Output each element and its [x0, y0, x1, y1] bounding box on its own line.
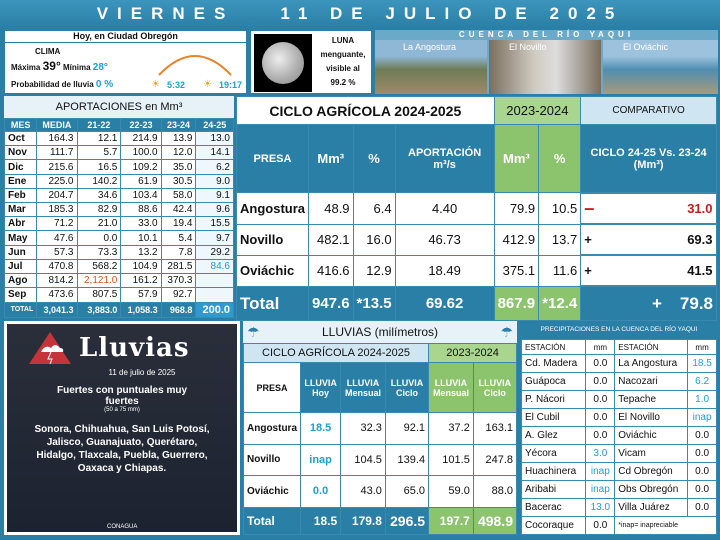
ll-header-cell: LLUVIA Mensual	[341, 362, 386, 412]
station-name: Tepache	[615, 391, 688, 409]
ll-total-cell: 18.5	[301, 507, 341, 534]
value-cell: 47.6	[37, 231, 77, 245]
ap-header-cell: 22-23	[121, 119, 161, 132]
sunset-icon: ☀	[203, 79, 212, 90]
value-cell: 214.9	[121, 132, 161, 146]
value-cell: 16.5	[77, 160, 121, 174]
h-mm3: Mm³	[309, 125, 354, 193]
rain-row	[11, 79, 113, 90]
station-name: Nacozari	[615, 373, 688, 391]
table-row	[522, 391, 717, 409]
table-row	[244, 413, 517, 444]
table-row	[5, 132, 234, 146]
table-row	[522, 373, 717, 391]
precip-value: 0.0	[586, 409, 615, 427]
weather-title: Hoy, en Ciudad Obregón	[5, 31, 246, 43]
ciclo-title: CICLO AGRÍCOLA 2024-2025	[237, 97, 495, 125]
lluvias-title: LLUVIAS (milímetros)	[321, 325, 439, 339]
moon-line1: LUNA	[331, 36, 355, 45]
aportaciones-total-row	[5, 302, 234, 317]
station-name: Bacerac	[522, 499, 586, 517]
value-cell: 84.6	[196, 259, 234, 273]
station-name: A. Glez	[522, 427, 586, 445]
table-row	[522, 445, 717, 463]
table-row	[5, 231, 234, 245]
rain-cell: 43.0	[341, 476, 386, 508]
moon-text	[315, 34, 371, 90]
ciclo-header-row	[237, 125, 717, 193]
month-cell: May	[5, 231, 37, 245]
ap-total-cell: 1,058.3	[121, 302, 161, 317]
value-cell: 19.4	[161, 217, 196, 231]
month-cell: Nov	[5, 146, 37, 160]
aportaciones-table	[4, 118, 234, 318]
precip-title: PRECIPITACIONES EN LA CUENCA DEL RÍO YAQUI	[521, 321, 717, 339]
ll-total-cell: 498.9	[473, 507, 516, 534]
moon-icon	[262, 42, 304, 84]
rain-cloud-icon-right: ☂	[500, 323, 513, 340]
value-cell: 103.4	[121, 188, 161, 202]
station-name: El Novillo	[615, 409, 688, 427]
mm3-cell: 482.1	[309, 224, 354, 255]
ll-header-cell: LLUVIA Mensual	[429, 362, 474, 412]
ap-total-cell: 3,041.3	[37, 302, 77, 317]
dam2-label: El Novillo	[509, 42, 547, 52]
value-cell: 807.5	[77, 288, 121, 302]
presa-name: Novillo	[237, 224, 309, 255]
ll-total-cell: Total	[244, 507, 301, 534]
value-cell: 9.0	[196, 174, 234, 188]
table-row	[244, 476, 517, 508]
station-name: Cd. Madera	[522, 355, 586, 373]
station-name: La Angostura	[615, 355, 688, 373]
dam3-label: El Oviáchic	[623, 42, 669, 52]
presa-name: Novillo	[244, 444, 301, 475]
ap-header-cell: MES	[5, 119, 37, 132]
value-cell: 140.2	[77, 174, 121, 188]
value-cell: 73.3	[77, 245, 121, 259]
total-label: Total	[237, 287, 309, 321]
table-row	[5, 217, 234, 231]
value-cell: 185.3	[37, 203, 77, 217]
table-row	[5, 146, 234, 160]
pctb-cell: 10.5	[539, 193, 581, 225]
pr-header-cell: ESTACIÓN	[615, 340, 688, 355]
value-cell: 568.2	[77, 259, 121, 273]
value-cell: 109.2	[121, 160, 161, 174]
precip-value: 0.0	[586, 427, 615, 445]
rain-cloud-icon-left: ☂	[247, 323, 260, 340]
value-cell: 30.5	[161, 174, 196, 188]
moon-panel	[250, 30, 372, 94]
station-name: Cd Obregón	[615, 463, 688, 481]
value-cell: 814.2	[37, 274, 77, 288]
conagua-logo: CONAGUA	[107, 524, 138, 530]
rain-cell: 247.8	[473, 444, 516, 475]
precip-value: inap	[586, 463, 615, 481]
moon-line2: menguante,	[320, 50, 366, 59]
month-cell: Ene	[5, 174, 37, 188]
precip-value: 3.0	[586, 445, 615, 463]
station-name: Huachinera	[522, 463, 586, 481]
rain-cell: 101.5	[429, 444, 474, 475]
value-cell: 104.9	[121, 259, 161, 273]
station-name: El Cubil	[522, 409, 586, 427]
comp-cell	[581, 193, 716, 224]
value-cell: 111.7	[37, 146, 77, 160]
precip-value: 13.0	[586, 499, 615, 517]
station-name: Obs Obregón	[615, 481, 688, 499]
moon-image	[254, 34, 312, 92]
presa-name: Angostura	[237, 193, 309, 225]
precip-value: 0.0	[688, 445, 717, 463]
station-name: Cocoraque	[522, 517, 586, 535]
value-cell: 6.2	[196, 160, 234, 174]
total-pctb: *12.4	[539, 287, 581, 321]
precip-value: inap	[688, 409, 717, 427]
presa-name: Angostura	[244, 413, 301, 444]
table-row	[522, 463, 717, 481]
value-cell: 9.6	[196, 203, 234, 217]
value-cell: 10.1	[121, 231, 161, 245]
value-cell: 33.0	[121, 217, 161, 231]
rain-cell: 0.0	[301, 476, 341, 508]
table-row	[5, 245, 234, 259]
value-cell: 473.6	[37, 288, 77, 302]
lluvias-card-title: Lluvias	[79, 333, 190, 363]
moon-line3: visible al	[326, 64, 360, 73]
value-cell: 71.2	[37, 217, 77, 231]
comp-sign: +	[584, 263, 592, 278]
rain-cell: 139.4	[385, 444, 428, 475]
precip-value: 0.0	[688, 499, 717, 517]
value-cell: 57.9	[121, 288, 161, 302]
rain-cell: 92.1	[385, 413, 428, 444]
precip-value: 0.0	[688, 481, 717, 499]
total-diff: 79.8	[679, 293, 713, 313]
ap-header-cell: 24-25	[196, 119, 234, 132]
table-row	[5, 174, 234, 188]
lluvias-header-row	[244, 362, 517, 412]
ap-total-cell: TOTAL	[5, 302, 37, 317]
table-row	[5, 188, 234, 202]
rain-cell: 65.0	[385, 476, 428, 508]
cuenca-title: CUENCA DEL RÍO YAQUI	[458, 30, 635, 39]
rain-cell: inap	[301, 444, 341, 475]
pct-cell: 16.0	[353, 224, 395, 255]
value-cell: 215.6	[37, 160, 77, 174]
table-row	[5, 274, 234, 288]
table-row	[5, 288, 234, 302]
h-mm3b: Mm³	[494, 125, 539, 193]
h-pctb: %	[539, 125, 581, 193]
station-name: P. Nácori	[522, 391, 586, 409]
value-cell: 12.0	[161, 146, 196, 160]
rain-cell: 104.5	[341, 444, 386, 475]
value-cell: 204.7	[37, 188, 77, 202]
month-cell: Oct	[5, 132, 37, 146]
value-cell: 12.1	[77, 132, 121, 146]
min-label: Mínima	[62, 63, 91, 72]
table-row	[5, 203, 234, 217]
month-cell: Feb	[5, 188, 37, 202]
value-cell: 58.0	[161, 188, 196, 202]
table-row	[522, 409, 717, 427]
value-cell: 34.6	[77, 188, 121, 202]
month-cell: Sep	[5, 288, 37, 302]
month-cell: Abr	[5, 217, 37, 231]
h-presa: PRESA	[237, 125, 309, 193]
value-cell: 14.1	[196, 146, 234, 160]
value-cell: 21.0	[77, 217, 121, 231]
ap-total-cell: 3,883.0	[77, 302, 121, 317]
cuenca-panel	[375, 30, 718, 94]
ap-total-cell: 968.8	[161, 302, 196, 317]
month-cell: Mar	[5, 203, 37, 217]
value-cell: 100.0	[121, 146, 161, 160]
sunrise-time: 5:32	[167, 80, 186, 90]
ll-total-cell: 197.7	[429, 507, 474, 534]
ll-header-cell: LLUVIA Ciclo	[473, 362, 516, 412]
ap-total-cell: 200.0	[196, 302, 234, 317]
value-cell: 370.3	[161, 274, 196, 288]
ciclo-comp-title: COMPARATIVO	[581, 97, 717, 125]
value-cell: 281.5	[161, 259, 196, 273]
temp-row	[11, 59, 108, 73]
value-cell: 13.2	[121, 245, 161, 259]
precip-value: 1.0	[688, 391, 717, 409]
comp-diff: 31.0	[687, 201, 713, 216]
value-cell: 5.4	[161, 231, 196, 245]
dam-photo-oviachic	[603, 40, 718, 94]
lluvias-card-headline: Fuertes con puntuales muy fuertes	[56, 385, 188, 407]
value-cell: 57.3	[37, 245, 77, 259]
aport-cell: 4.40	[395, 193, 494, 225]
weather-panel	[4, 30, 247, 94]
value-cell: 61.9	[121, 174, 161, 188]
total-mm3: 947.6	[309, 287, 354, 321]
pr-header-cell: mm	[688, 340, 717, 355]
precip-header-row	[522, 340, 717, 355]
ap-header-cell: MEDIA	[37, 119, 77, 132]
station-name: *inap= inapreciable	[615, 517, 717, 535]
lluvias-total-row	[244, 507, 517, 534]
value-cell: 0.0	[77, 231, 121, 245]
rain-label: Probabilidad de lluvia	[11, 80, 94, 89]
max-label: Máxima	[11, 63, 41, 72]
sunset-time: 19:17	[219, 80, 243, 90]
mm3b-cell: 412.9	[494, 224, 539, 255]
storm-warning-icon	[27, 330, 73, 366]
dam1-label: La Angostura	[403, 42, 457, 52]
sun-arc-icon	[153, 45, 237, 77]
value-cell: 5.7	[77, 146, 121, 160]
table-row	[5, 259, 234, 273]
ap-header-cell: 23-24	[161, 119, 196, 132]
value-cell	[196, 288, 234, 302]
value-cell: 82.9	[77, 203, 121, 217]
aport-cell: 46.73	[395, 224, 494, 255]
value-cell: 2,121.0	[77, 274, 121, 288]
dam-photo-angostura	[375, 40, 487, 94]
mm3b-cell: 375.1	[494, 255, 539, 287]
clima-label: CLIMA	[35, 47, 61, 56]
month-cell: Jun	[5, 245, 37, 259]
comp-sign: +	[584, 232, 592, 247]
lluvias-prev: 2023-2024	[429, 344, 517, 363]
total-comp	[581, 287, 717, 321]
table-row	[244, 444, 517, 475]
table-row	[522, 427, 717, 445]
aportaciones-panel	[4, 96, 234, 318]
ll-total-cell: 179.8	[341, 507, 386, 534]
ll-header-cell: LLUVIA Hoy	[301, 362, 341, 412]
rain-cell: 18.5	[301, 413, 341, 444]
precip-value: 0.0	[586, 355, 615, 373]
month-cell: Dic	[5, 160, 37, 174]
ciclo-title-row	[237, 97, 717, 125]
value-cell: 42.4	[161, 203, 196, 217]
precip-value: 6.2	[688, 373, 717, 391]
pctb-cell: 11.6	[539, 255, 581, 287]
pct-cell: 6.4	[353, 193, 395, 225]
ap-header-cell: 21-22	[77, 119, 121, 132]
presa-name: Oviáchic	[244, 476, 301, 508]
ciclo-panel	[236, 96, 717, 318]
ciclo-total-row	[237, 287, 717, 321]
header-weekday: VIERNES	[96, 4, 235, 23]
rain-cell: 163.1	[473, 413, 516, 444]
station-name: Oviáchic	[615, 427, 688, 445]
ciclo-row	[237, 224, 717, 255]
h-aport: APORTACIÓN m³/s	[395, 125, 494, 193]
lluvias-table	[243, 343, 517, 535]
value-cell: 9.1	[196, 188, 234, 202]
rain-cell: 88.0	[473, 476, 516, 508]
value-cell: 35.0	[161, 160, 196, 174]
h-comp: CICLO 24-25 Vs. 23-24 (Mm³)	[581, 125, 717, 193]
aport-cell: 18.49	[395, 255, 494, 287]
value-cell: 470.8	[37, 259, 77, 273]
pct-cell: 12.9	[353, 255, 395, 287]
lluvias-card-states: Sonora, Chihuahua, San Luis Potosí, Jalisco, Guanajuato, Querétaro, Hidalgo, Tlaxcala, Puebla, Guerrero, Oaxaca y Chiapas.	[34, 424, 210, 474]
mm3-cell: 416.6	[309, 255, 354, 287]
lluvias-ciclo: CICLO AGRÍCOLA 2024-2025	[244, 344, 429, 363]
dam-photo-novillo	[489, 40, 601, 94]
precip-panel	[521, 321, 717, 535]
ciclo-row	[237, 193, 717, 225]
comp-cell	[581, 255, 716, 286]
station-name: Vicam	[615, 445, 688, 463]
mm3-cell: 48.9	[309, 193, 354, 225]
value-cell: 92.7	[161, 288, 196, 302]
value-cell: 88.6	[121, 203, 161, 217]
lluvias-card-date: 11 de julio de 2025	[108, 368, 176, 377]
moon-line4: 99.2 %	[330, 78, 356, 87]
station-name: Aribabi	[522, 481, 586, 499]
station-name: Yécora	[522, 445, 586, 463]
header-bar	[0, 0, 720, 28]
lluvias-card-range: (50 a 75 mm)	[104, 407, 140, 413]
ll-total-cell: 296.5	[385, 507, 428, 534]
ciclo-prev-title: 2023-2024	[494, 97, 581, 125]
value-cell: 164.3	[37, 132, 77, 146]
pr-header-cell: ESTACIÓN	[522, 340, 586, 355]
value-cell: 13.9	[161, 132, 196, 146]
pr-header-cell: mm	[586, 340, 615, 355]
value-cell: 13.0	[196, 132, 234, 146]
h-pct: %	[353, 125, 395, 193]
pctb-cell: 13.7	[539, 224, 581, 255]
total-mm3b: 867.9	[494, 287, 539, 321]
lluvias-title-row	[244, 344, 517, 363]
header-date: 11 DE JULIO DE 2025	[280, 4, 624, 23]
rain-cell: 59.0	[429, 476, 474, 508]
value-cell: 225.0	[37, 174, 77, 188]
month-cell: Ago	[5, 274, 37, 288]
table-row	[5, 160, 234, 174]
value-cell: 9.7	[196, 231, 234, 245]
total-pct: *13.5	[353, 287, 395, 321]
value-cell: 29.2	[196, 245, 234, 259]
table-row	[522, 355, 717, 373]
lluvias-panel	[243, 321, 517, 535]
comp-diff: 69.3	[687, 232, 713, 247]
total-sign: +	[651, 293, 662, 313]
total-aport: 69.62	[395, 287, 494, 321]
comp-diff: 41.5	[687, 263, 713, 278]
value-cell: 161.2	[121, 274, 161, 288]
comp-cell	[581, 224, 716, 255]
precip-value: 0.0	[586, 391, 615, 409]
comp-sign: –	[584, 198, 595, 218]
precip-value: 0.0	[586, 373, 615, 391]
precip-value: 18.5	[688, 355, 717, 373]
precip-value: inap	[586, 481, 615, 499]
ll-header-cell: PRESA	[244, 362, 301, 412]
precip-value: 0.0	[688, 427, 717, 445]
precip-table	[521, 339, 717, 535]
month-cell: Jul	[5, 259, 37, 273]
value-cell: 15.5	[196, 217, 234, 231]
value-cell: 7.8	[161, 245, 196, 259]
ciclo-table	[236, 96, 717, 321]
precip-value: 0.0	[586, 517, 615, 535]
table-row	[522, 499, 717, 517]
sunrise-icon: ☀	[151, 79, 160, 90]
presa-name: Oviáchic	[237, 255, 309, 287]
max-value: 39°	[42, 59, 61, 73]
precip-value: 0.0	[688, 463, 717, 481]
lluvias-card	[4, 321, 240, 535]
table-row	[522, 517, 717, 535]
mm3b-cell: 79.9	[494, 193, 539, 225]
aportaciones-header-row	[5, 119, 234, 132]
station-name: Villa Juárez	[615, 499, 688, 517]
rain-cell: 37.2	[429, 413, 474, 444]
min-value: 28°	[92, 62, 108, 73]
rain-cell: 32.3	[341, 413, 386, 444]
rain-value: 0 %	[95, 79, 114, 90]
table-row	[522, 481, 717, 499]
ll-header-cell: LLUVIA Ciclo	[385, 362, 428, 412]
station-name: Guápoca	[522, 373, 586, 391]
ciclo-row	[237, 255, 717, 287]
value-cell	[196, 274, 234, 288]
aportaciones-title: APORTACIONES en Mm³	[4, 96, 234, 118]
